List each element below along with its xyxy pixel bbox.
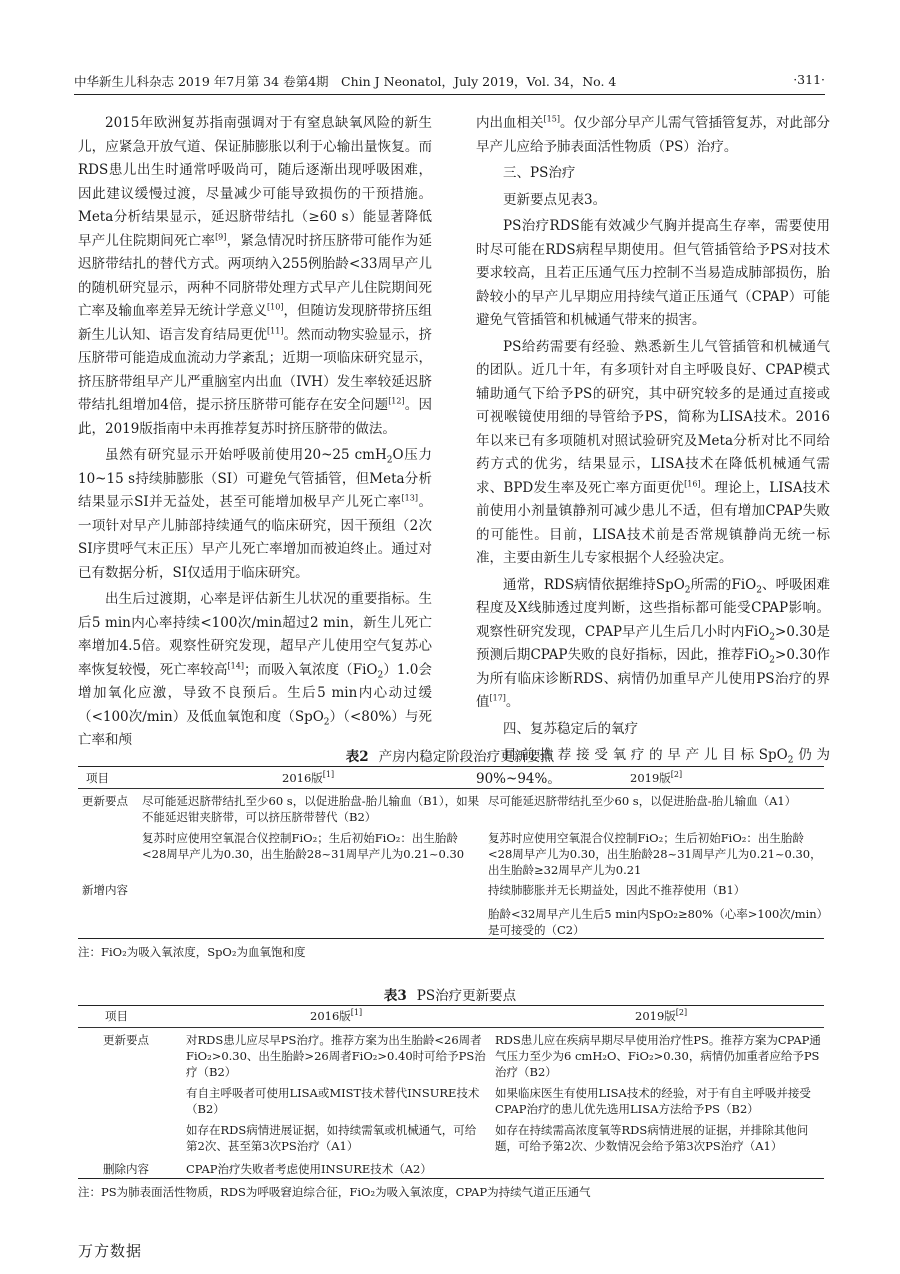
watermark-footer: 万方数据 [78, 1242, 143, 1260]
left-column [78, 112, 432, 753]
table2-title: 表2 产房内稳定阶段治疗更新要点 [345, 749, 555, 765]
table3-row-deleted: 删除内容 [103, 1162, 149, 1176]
table3-cell: 对RDS患儿应尽早PS治疗。推荐方案为出生胎龄<26周者FiO₂>0.30、出生胎龄>26周者FiO₂>0.40时可给予PS治疗（B2） [186, 1033, 486, 1079]
table2-header-item: 项目 [86, 771, 109, 785]
table2-cell: 胎龄<32周早产儿生后5 min内SpO₂≥80%（心率>100次/min）是可接受的（C2） [488, 907, 823, 937]
paragraph-fio2-threshold: 通常，RDS病情依据维持SpO$_2$所需的FiO$_2$、呼吸困难程度及X线肺透过度判断，这些指标都可能受CPAP影响。观察性研究发现，CPAP早产儿生后几小时内FiO$_2$>0.30是预测后期CPAP失败的良好指标，因此，推荐FiO$_2$>0.30作为所有临床诊断RDS、病情仍加重早产儿使用PS治疗的界值[17]。 [476, 576, 830, 710]
table2-top-rule [78, 766, 824, 767]
table3-reference: 更新要点见表3。 [503, 191, 607, 208]
right-column [476, 112, 830, 791]
table2-cell: 持续肺膨胀并无长期益处，因此不推荐使用（B1） [488, 883, 746, 897]
table3-cell: 有自主呼吸者可使用LISA或MIST技术替代INSURE技术（B2） [186, 1086, 480, 1116]
paragraph-spo2-target: 目前推荐接受氧疗的早产儿目标SpO$_2$仍为90%~94%。 [476, 747, 830, 787]
table3-header-rule [78, 1027, 824, 1028]
section-heading-oxygen: 四、复苏稳定后的氧疗 [503, 720, 638, 737]
table2-cell: 尽可能延迟脐带结扎至少60 s，以促进胎盘-胎儿输血（B1），如果不能延迟钳夹脐带，可以挤压脐带替代（B2） [142, 794, 480, 824]
table2-cell: 复苏时应使用空氧混合仪控制FiO₂；生后初始FiO₂：出生胎龄<28周早产儿为0.30，出生胎龄28~31周早产儿为0.21~0.30 [142, 831, 465, 861]
section-heading-ps-therapy: 三、PS治疗 [503, 165, 576, 181]
table3-bottom-rule [78, 1178, 824, 1179]
table3-cell: RDS患儿应在疾病早期尽早使用治疗性PS。推荐方案为CPAP通气压力至少为6 cmH₂O、FiO₂>0.30，病情仍加重者应给予PS治疗（B2） [495, 1033, 821, 1079]
table3-header-item: 项目 [105, 1009, 128, 1023]
journal-citation: 中华新生儿科杂志 2019 年7月第 34 卷第4期 Chin J Neonatol，July 2019，Vol. 34，No. 4 [74, 74, 617, 89]
table3-note: 注：PS为肺表面活性物质，RDS为呼吸窘迫综合征，FiO₂为吸入氧浓度，CPAP为持续气道正压通气 [78, 1185, 591, 1199]
table2-header-rule [78, 788, 824, 789]
table2-header-2019: 2019版[2] [630, 770, 683, 785]
paragraph-delayed-cord-clamping: 2015年欧洲复苏指南强调对于有窒息缺氧风险的新生儿，应紧急开放气道、保证肺膨胀以利于心输出量恢复。而RDS患儿出生时通常呼吸尚可，随后逐渐出现呼吸困难，因此建议缓慢过渡，尽量减少可能导致损伤的干预措施。Meta分析结果显示，延迟脐带结扎（≥60 s）能显著降低早产儿住院期间死亡率[9]，紧急情况时挤压脐带可能作为延迟脐带结扎的替代方式。两项纳入255例胎龄<33周早产儿的随机研究显示，两种不同脐带处理方式早产儿住院期间死亡率及输血率差异无统计学意义[10]，但随访发现脐带挤压组新生儿认知、语言发育结局更优[11]。然而动物实验显示，挤压脐带可能造成血流动力学紊乱；近期一项临床研究显示，挤压脐带组早产儿严重脑室内出血（IVH）发生率较延迟脐带结扎组增加4倍，提示挤压脐带可能存在安全问题[12]。因此，2019版指南中未再推荐复苏时挤压脐带的做法。 [78, 115, 433, 437]
table3-cell: 如果临床医生有使用LISA技术的经验，对于有自主呼吸并接受CPAP治疗的患儿优先选用LISA方法给予PS（B2） [495, 1086, 811, 1116]
table3-top-rule [78, 1005, 824, 1006]
page-number: ·311· [793, 72, 825, 87]
table3-row-updates: 更新要点 [103, 1033, 149, 1047]
table3-cell: 如存在RDS病情进展证据，如持续需氧或机械通气，可给第2次、甚至第3次PS治疗（A1） [186, 1123, 477, 1153]
table3-header-2019: 2019版[2] [635, 1008, 688, 1023]
header-rule [74, 94, 825, 95]
paragraph-lisa: PS给药需要有经验、熟悉新生儿气管插管和机械通气的团队。近几十年，有多项针对自主呼吸良好、CPAP模式辅助通气下给予PS的研究，其中研究较多的是通过直接或可视喉镜使用细的导管给予PS，简称为LISA技术。2016年以来已有多项随机对照试验研究及Meta分析对比不同给药方式的优劣，结果显示，LISA技术在降低机械通气需求、BPD发生率及死亡率方面更优[16]。理论上，LISA技术前使用小剂量镇静剂可减少患儿不适，但有增加CPAP失败的可能性。目前，LISA技术前是否常规镇静尚无统一标准，主要由新生儿专家根据个人经验决定。 [476, 338, 831, 566]
table3-cell: CPAP治疗失败者考虑使用INSURE技术（A2） [186, 1162, 432, 1176]
table2-cell: 复苏时应使用空氧混合仪控制FiO₂；生后初始FiO₂：出生胎龄<28周早产儿为0.30，出生胎龄28~31周早产儿为0.21~0.30，出生胎龄≥32周早产儿为0.21 [488, 831, 822, 877]
table2-bottom-rule [78, 938, 824, 939]
table3-title: 表3 PS治疗更新要点 [383, 988, 517, 1004]
table2-row-updates: 更新要点 [82, 794, 128, 808]
table3-cell: 如存在持续需高浓度氧等RDS病情进展的证据，并排除其他问题，可给予第2次、少数情况会给予第3次PS治疗（A1） [495, 1123, 809, 1153]
table2-row-new: 新增内容 [82, 883, 128, 897]
running-header [74, 72, 825, 92]
paragraph-sustained-inflation: 虽然有研究显示开始呼吸前使用20~25 cmH$_2$O压力10~15 s持续肺膨胀（SI）可避免气管插管，但Meta分析结果显示SI并无益处，甚至可能增加极早产儿死亡率[13]。一项针对早产儿肺部持续通气的临床研究，因干预组（2次SI序贯呼气末正压）早产儿死亡率增加而被迫终止。通过对已有数据分析，SI仅适用于临床研究。 [78, 447, 432, 581]
paragraph-ps-therapy: PS治疗RDS能有效减少气胸并提高生存率，需要使用时尽可能在RDS病程早期使用。但气管插管给予PS对技术要求较高，且若正压通气压力控制不当易造成肺部损伤，胎龄较小的早产儿早期应用持续气道正压通气（CPAP）可能避免气管插管和机械通气带来的损害。 [476, 218, 830, 328]
table2-header-2016: 2016版[1] [282, 770, 335, 785]
paragraph-continuation: 内出血相关[15]。仅少部分早产儿需气管插管复苏，对此部分早产儿应给予肺表面活性物质（PS）治疗。 [476, 114, 830, 155]
table2-note: 注：FiO₂为吸入氧浓度，SpO₂为血氧饱和度 [78, 945, 306, 959]
table3-header-2016: 2016版[1] [310, 1008, 363, 1023]
paragraph-heart-rate: 出生后过渡期，心率是评估新生儿状况的重要指标。生后5 min内心率持续<100次/min超过2 min，新生儿死亡率增加4.5倍。观察性研究发现，超早产儿使用空气复苏心率恢复较慢，死亡率较高[14]；而吸入氧浓度（FiO$_2$）1.0会增加氧化应激，导致不良预后。生后5 min内心动过缓（<100次/min）及低血氧饱和度（SpO$_2$）（<80%）与死亡率和颅 [78, 591, 432, 748]
table2-cell: 尽可能延迟脐带结扎至少60 s，以促进胎盘-胎儿输血（A1） [488, 794, 797, 808]
